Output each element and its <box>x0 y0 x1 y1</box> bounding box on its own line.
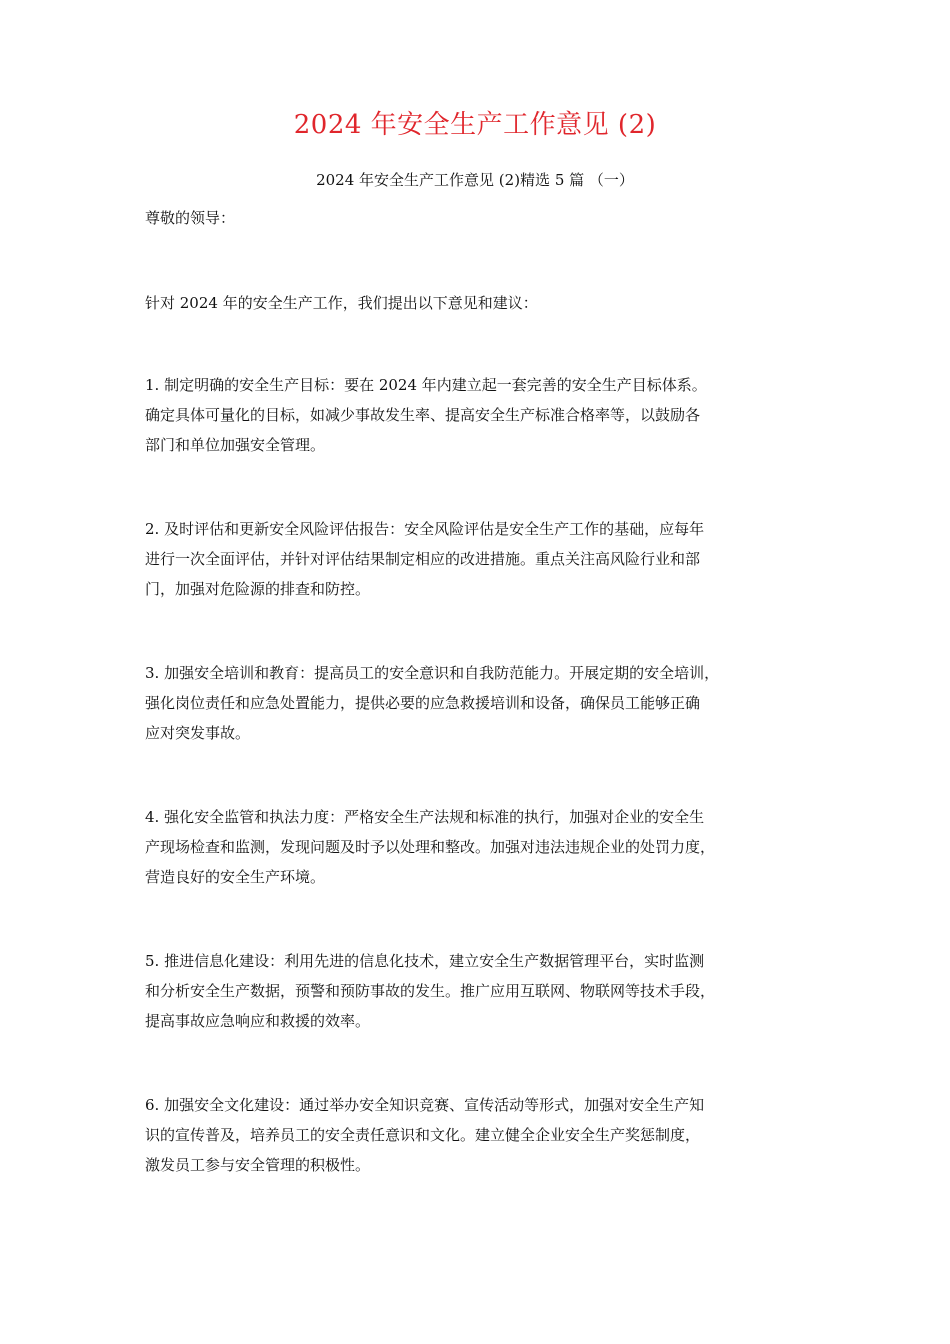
paragraph-line: 强化岗位责任和应急处置能力，提供必要的应急救援培训和设备，确保员工能够正确 <box>145 694 701 712</box>
paragraph-line: 和分析安全生产数据，预警和预防事故的发生。推广应用互联网、物联网等技术手段， <box>145 982 716 1000</box>
paragraph-line: 5. 推进信息化建设：利用先进的信息化技术，建立安全生产数据管理平台，实时监测 <box>145 952 705 970</box>
paragraph-1 <box>145 370 825 460</box>
document-subtitle: 2024 年安全生产工作意见 (2)精选 5 篇 （一） <box>316 171 634 189</box>
paragraph-line: 1. 制定明确的安全生产目标：要在 2024 年内建立起一套完善的安全生产目标体系。 <box>145 376 707 394</box>
paragraph-5 <box>145 946 825 1036</box>
paragraph-2 <box>145 514 825 604</box>
salutation: 尊敬的领导： <box>145 209 236 227</box>
paragraph-line: 产现场检查和监测，发现问题及时予以处理和整改。加强对违法违规企业的处罚力度， <box>145 838 716 856</box>
intro-paragraph <box>145 288 825 318</box>
paragraph-line: 4. 强化安全监管和执法力度：严格安全生产法规和标准的执行，加强对企业的安全生 <box>145 808 705 826</box>
paragraph-3 <box>145 658 825 748</box>
paragraph-line: 针对 2024 年的安全生产工作，我们提出以下意见和建议： <box>145 294 538 312</box>
paragraph-6 <box>145 1090 825 1180</box>
paragraph-line: 识的宣传普及，培养员工的安全责任意识和文化。建立健全企业安全生产奖惩制度， <box>145 1126 701 1144</box>
paragraph-line: 6. 加强安全文化建设：通过举办安全知识竞赛、宣传活动等形式，加强对安全生产知 <box>145 1096 705 1114</box>
paragraph-line: 激发员工参与安全管理的积极性。 <box>145 1156 371 1174</box>
paragraph-line: 2. 及时评估和更新安全风险评估报告：安全风险评估是安全生产工作的基础，应每年 <box>145 520 705 538</box>
paragraph-line: 应对突发事故。 <box>145 724 251 742</box>
paragraph-4 <box>145 802 825 892</box>
paragraph-line: 提高事故应急响应和救援的效率。 <box>145 1012 371 1030</box>
paragraph-line: 3. 加强安全培训和教育：提高员工的安全意识和自我防范能力。开展定期的安全培训， <box>145 664 720 682</box>
paragraph-line: 营造良好的安全生产环境。 <box>145 868 326 886</box>
paragraph-line: 门，加强对危险源的排查和防控。 <box>145 580 371 598</box>
document-title: 2024 年安全生产工作意见 (2) <box>293 110 657 140</box>
paragraph-line: 进行一次全面评估，并针对评估结果制定相应的改进措施。重点关注高风险行业和部 <box>145 550 701 568</box>
paragraph-line: 确定具体可量化的目标，如减少事故发生率、提高安全生产标准合格率等，以鼓励各 <box>145 406 701 424</box>
paragraph-line: 部门和单位加强安全管理。 <box>145 436 326 454</box>
